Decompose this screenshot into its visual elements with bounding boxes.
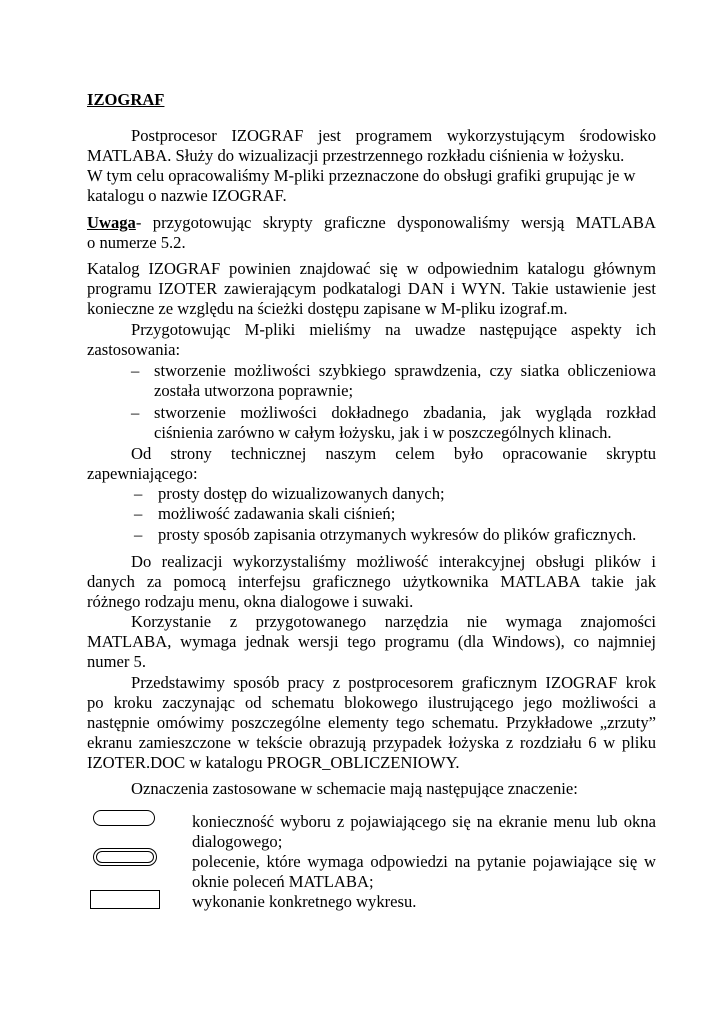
paragraph-line: zapewniającego:	[87, 464, 198, 483]
paragraph-line: katalogu o nazwie IZOGRAF.	[87, 186, 287, 205]
paragraph-line: Od strony technicznej naszym celem było opracowanie skryptu	[131, 444, 656, 463]
paragraph-line: Postprocesor IZOGRAF jest programem wykorzystującym środowisko	[131, 126, 656, 145]
paragraph-line: konieczne ze względu na ścieżki dostępu zapisane w M-pliku izograf.m.	[87, 299, 568, 318]
paragraph-line: MATLABA. Służy do wizualizacji przestrzennego rozkładu ciśnienia w łożysku.	[87, 146, 625, 165]
list-dash: –	[131, 403, 140, 422]
paragraph-line: następnie omówimy poszczególne elementy tego schematu. Przykładowe „zrzuty”	[87, 713, 656, 732]
list-dash: –	[134, 504, 143, 523]
list-item: prosty dostęp do wizualizowanych danych;	[158, 484, 445, 503]
legend-text: konieczność wyboru z pojawiającego się na ekranie menu lub okna	[192, 812, 656, 831]
paragraph-line: Przedstawimy sposób pracy z postprocesorem graficznym IZOGRAF krok	[131, 673, 656, 692]
rounded-box-symbol	[93, 810, 155, 826]
paragraph-line: IZOTER.DOC w katalogu PROGR_OBLICZENIOWY.	[87, 753, 460, 772]
list-item: możliwość zadawania skali ciśnień;	[158, 504, 396, 523]
list-item-cont: ciśnienia zarówno w całym łożysku, jak i w poszczególnych klinach.	[154, 423, 612, 442]
double-rounded-box-symbol	[93, 848, 157, 866]
list-item: prosty sposób zapisania otrzymanych wykresów do plików graficznych.	[158, 525, 637, 544]
legend-text: dialogowego;	[192, 832, 283, 851]
paragraph-line: różnego rodzaju menu, okna dialogowe i suwaki.	[87, 592, 414, 611]
paragraph-line: ekranu zamieszczone w tekście obrazują przypadek łożyska z rozdziału 6 w pliku	[87, 733, 656, 752]
legend-text: wykonanie konkretnego wykresu.	[192, 892, 417, 911]
note-text: - przygotowując skrypty graficzne dysponowaliśmy wersją MATLABA	[135, 213, 656, 232]
note-line	[87, 213, 656, 233]
paragraph-line: Przygotowując M-pliki mieliśmy na uwadze następujące aspekty ich	[131, 320, 656, 339]
paragraph-line: Korzystanie z przygotowanego narzędzia nie wymaga znajomości	[131, 612, 656, 631]
legend-text: oknie poleceń MATLABA;	[192, 872, 374, 891]
page-title: IZOGRAF	[87, 90, 165, 109]
list-item: stworzenie możliwości dokładnego zbadania, jak wygląda rozkład	[154, 403, 656, 422]
paragraph-line: danych za pomocą interfejsu graficznego użytkownika MATLABA takie jak	[87, 572, 656, 591]
note-label: Uwaga	[87, 213, 136, 232]
paragraph-line: o numerze 5.2.	[87, 233, 186, 252]
list-item-cont: została utworzona poprawnie;	[154, 381, 354, 400]
paragraph-line: Do realizacji wykorzystaliśmy możliwość interakcyjnej obsługi plików i	[131, 552, 656, 571]
paragraph-line: MATLABA, wymaga jednak wersji tego programu (dla Windows), co najmniej	[87, 632, 656, 651]
list-item: stworzenie możliwości szybkiego sprawdzenia, czy siatka obliczeniowa	[154, 361, 656, 380]
paragraph-line: programu IZOTER zawierającym podkatalogi DAN i WYN. Takie ustawienie jest	[87, 279, 656, 298]
rectangle-box-symbol	[90, 890, 160, 909]
paragraph-line: W tym celu opracowaliśmy M-pliki przeznaczone do obsługi grafiki grupując je w	[87, 166, 636, 185]
list-dash: –	[131, 361, 140, 380]
paragraph-line: po kroku zaczynając od schematu blokowego ilustrującego jego możliwości a	[87, 693, 656, 712]
list-dash: –	[134, 484, 143, 503]
paragraph-line: zastosowania:	[87, 340, 181, 359]
legend-text: polecenie, które wymaga odpowiedzi na pytanie pojawiające się w	[192, 852, 656, 871]
list-dash: –	[134, 525, 143, 544]
paragraph-line: Oznaczenia zastosowane w schemacie mają następujące znaczenie:	[131, 779, 578, 798]
paragraph-line: numer 5.	[87, 652, 146, 671]
paragraph-line: Katalog IZOGRAF powinien znajdować się w odpowiednim katalogu głównym	[87, 259, 656, 278]
